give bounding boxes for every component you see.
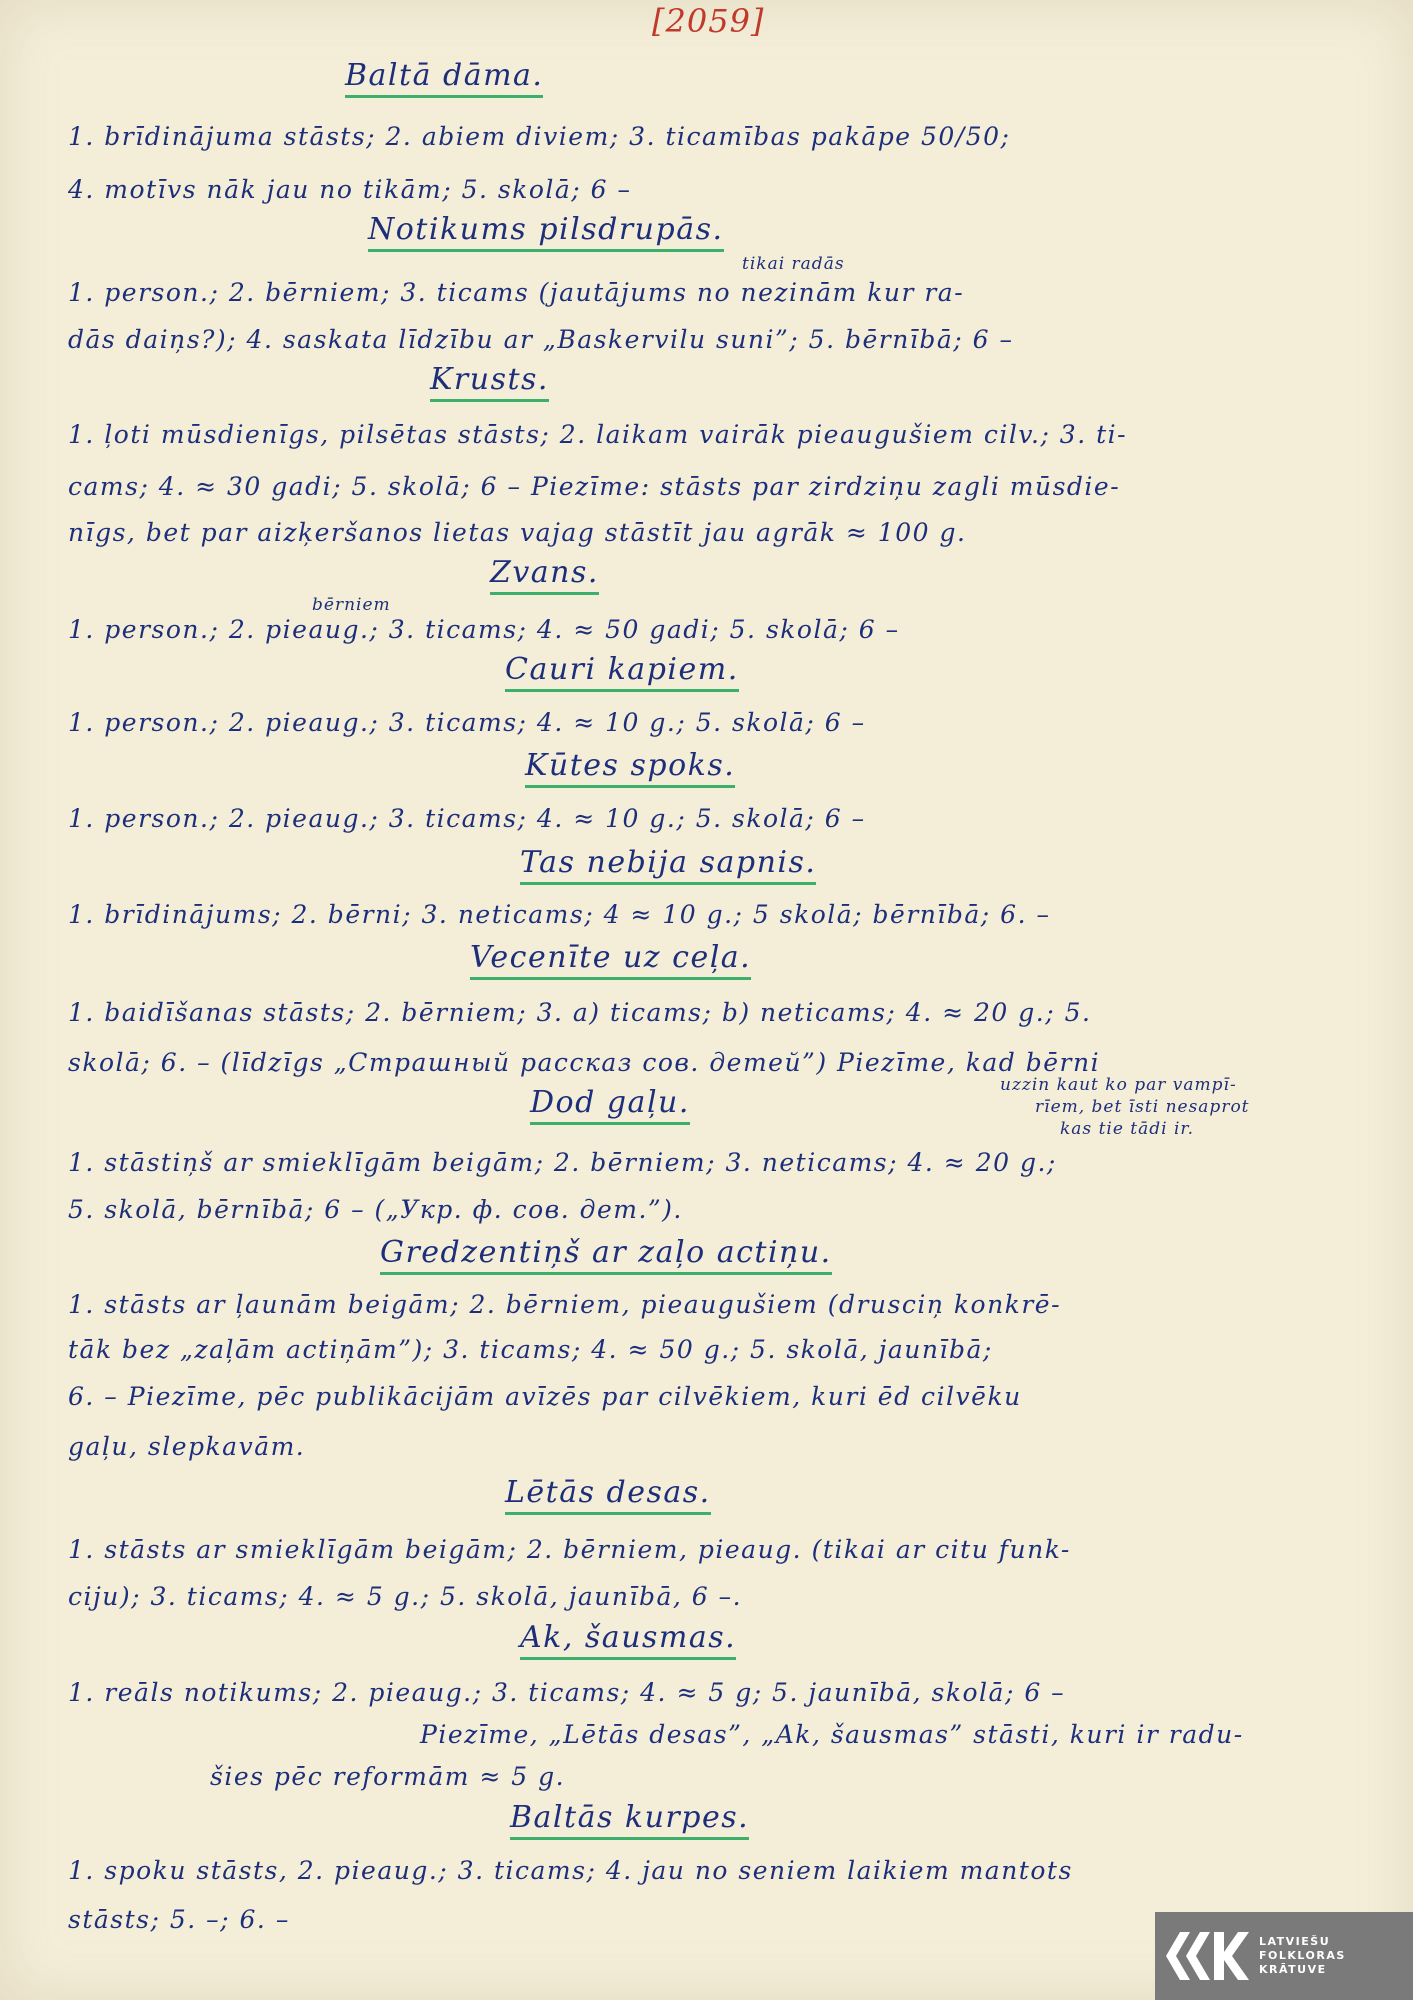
- archive-logo-text: LATVIEŠU FOLKLORAS KRĀTUVE: [1259, 1935, 1346, 1976]
- story-title: Baltā dāma.: [345, 58, 543, 98]
- annotation: kas tie tādi ir.: [1060, 1119, 1195, 1139]
- text-line: 1. spoku stāsts, 2. pieaug.; 3. ticams; 4. jau no seniem laikiem mantots: [68, 1856, 1073, 1885]
- text-line: nīgs, bet par aizķeršanos lietas vajag stāstīt jau agrāk ≈ 100 g.: [68, 518, 967, 547]
- story-title: Gredzentiņš ar zaļo actiņu.: [380, 1235, 832, 1275]
- text-line: dās daiņs?); 4. saskata līdzību ar „Baskervilu suni”; 5. bērnībā; 6 –: [68, 325, 1014, 354]
- text-line: 1. person.; 2. bērniem; 3. ticams (jautājums no nezinām kur ra-: [68, 278, 965, 307]
- text-line: cams; 4. ≈ 30 gadi; 5. skolā; 6 – Piezīme: stāsts par zirdziņu zagli mūsdie-: [68, 472, 1121, 501]
- text-line: šies pēc reformām ≈ 5 g.: [210, 1762, 566, 1791]
- text-line: 1. person.; 2. pieaug.; 3. ticams; 4. ≈ 50 gadi; 5. skolā; 6 –: [68, 615, 900, 644]
- text-line: 1. stāsts ar ļaunām beigām; 2. bērniem, pieaugušiem (drusciņ konkrē-: [68, 1290, 1062, 1319]
- annotation: rīem, bet īsti nesaprot: [1035, 1097, 1250, 1117]
- lfk-logo-icon: [1155, 1912, 1259, 2000]
- text-line: Piezīme, „Lētās desas”, „Ak, šausmas” stāsti, kuri ir radu-: [420, 1720, 1244, 1749]
- annotation: bērniem: [312, 595, 391, 615]
- text-line: stāsts; 5. –; 6. –: [68, 1905, 290, 1934]
- text-line: skolā; 6. – (līdzīgs „Страшный рассказ сов. детей”) Piezīme, kad bērni: [68, 1048, 1101, 1077]
- text-line: ciju); 3. ticams; 4. ≈ 5 g.; 5. skolā, jaunībā, 6 –.: [68, 1582, 743, 1611]
- story-title: Zvans.: [490, 555, 599, 595]
- page-number: [2059]: [652, 2, 765, 40]
- text-line: 1. brīdinājums; 2. bērni; 3. neticams; 4 ≈ 10 g.; 5 skolā; bērnībā; 6. –: [68, 900, 1051, 929]
- story-title: Lētās desas.: [505, 1475, 711, 1515]
- text-line: tāk bez „zaļām actiņām”); 3. ticams; 4. ≈ 50 g.; 5. skolā, jaunībā;: [68, 1335, 993, 1364]
- story-title: Ak, šausmas.: [520, 1620, 736, 1660]
- text-line: 1. person.; 2. pieaug.; 3. ticams; 4. ≈ 10 g.; 5. skolā; 6 –: [68, 708, 866, 737]
- text-line: 4. motīvs nāk jau no tikām; 5. skolā; 6 –: [68, 175, 632, 204]
- annotation: uzzin kaut ko par vampī-: [1000, 1075, 1237, 1095]
- text-line: 1. stāsts ar smieklīgām beigām; 2. bērniem, pieaug. (tikai ar citu funk-: [68, 1535, 1071, 1564]
- story-title: Notikums pilsdrupās.: [368, 212, 724, 252]
- text-line: 1. ļoti mūsdienīgs, pilsētas stāsts; 2. laikam vairāk pieaugušiem cilv.; 3. ti-: [68, 420, 1128, 449]
- text-line: 1. brīdinājuma stāsts; 2. abiem diviem; 3. ticamības pakāpe 50/50;: [68, 122, 1011, 151]
- story-title: Tas nebija sapnis.: [520, 845, 816, 885]
- story-title: Dod gaļu.: [530, 1085, 690, 1125]
- text-line: 1. reāls notikums; 2. pieaug.; 3. ticams; 4. ≈ 5 g; 5. jaunībā, skolā; 6 –: [68, 1678, 1066, 1707]
- text-line: 1. baidīšanas stāsts; 2. bērniem; 3. a) ticams; b) neticams; 4. ≈ 20 g.; 5.: [68, 998, 1092, 1027]
- text-line: 6. – Piezīme, pēc publikācijām avīzēs par cilvēkiem, kuri ēd cilvēku: [68, 1382, 1022, 1411]
- text-line: 1. person.; 2. pieaug.; 3. ticams; 4. ≈ 10 g.; 5. skolā; 6 –: [68, 804, 866, 833]
- story-title: Baltās kurpes.: [510, 1800, 749, 1840]
- story-title: Krusts.: [430, 362, 549, 402]
- text-line: gaļu, slepkavām.: [68, 1432, 306, 1461]
- annotation: tikai radās: [742, 254, 845, 274]
- story-title: Cauri kapiem.: [505, 652, 739, 692]
- story-title: Kūtes spoks.: [525, 748, 735, 788]
- archive-logo: [1155, 1912, 1413, 2000]
- story-title: Vecenīte uz ceļa.: [470, 940, 751, 980]
- text-line: 5. skolā, bērnībā; 6 – („Укр. ф. сов. дет.”).: [68, 1195, 683, 1224]
- text-line: 1. stāstiņš ar smieklīgām beigām; 2. bērniem; 3. neticams; 4. ≈ 20 g.;: [68, 1148, 1057, 1177]
